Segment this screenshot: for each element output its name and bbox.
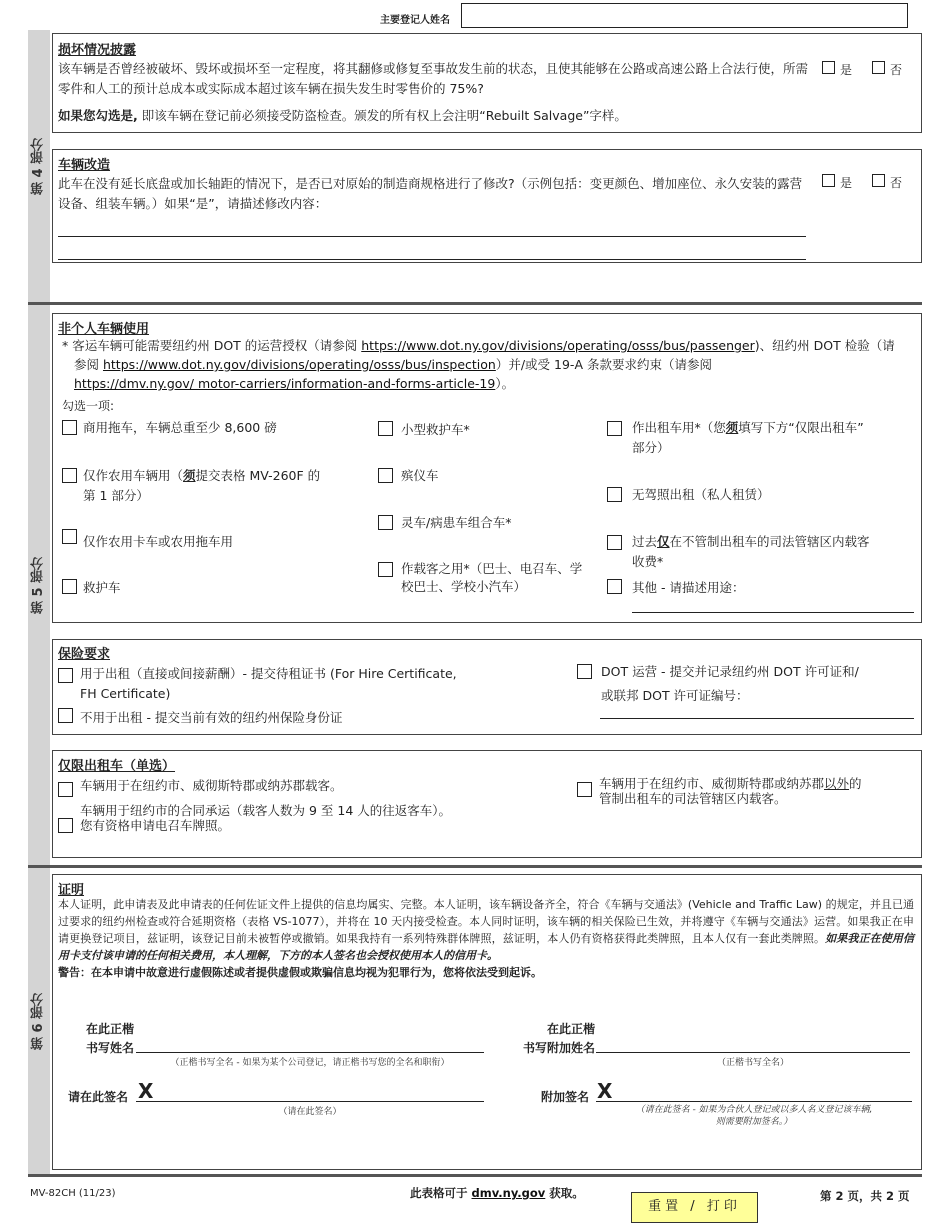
additional-sign-x-mark: X [597,1079,613,1103]
taxi-nyc-label: 车辆用于在纽约市、威彻斯特郡或纳苏郡载客。 [80,778,343,793]
sign-x-mark: X [138,1079,154,1103]
bottom-divider [28,1174,922,1177]
primary-registrant-label: 主要登记人姓名 [380,15,450,26]
taxi-label: 作出租车用*（您须填写下方“仅限出租车” 部分） [632,420,864,455]
farm-truck-checkbox[interactable] [62,529,77,544]
nonpersonal-note-line2: 参阅 https://www.dot.ny.gov/divisions/operating/osss/bus/inspection）并/或受 19-A 条款要求约束（请参阅 [74,357,712,372]
form-availability: 此表格可于 dmv.ny.gov 获取。 [410,1186,584,1200]
taxi-outside-checkbox[interactable] [577,782,592,797]
damage-body: 该车辆是否曾经被破坏、毁坏或损坏至一定程度，将其翻修或修复至事故发生前的状态，且使其能够在公路或高速公路上合法行使，所需零件和人工的预计总成本或实际成本超过该车辆在损失发生时零售价的 75%? [58,61,809,96]
nonpersonal-note-line3: https://dmv.ny.gov/ motor-carriers/information-and-forms-article-19）。 [74,376,515,391]
dot-operation-checkbox[interactable] [577,664,592,679]
additional-signature-label: 附加签名 [541,1090,590,1104]
taxi-contract-label: 车辆用于纽约市的合同承运（载客人数为 9 至 14 人的往返客车）。 您有资格申请电召车牌照。 [80,803,452,833]
section5-label: 第 5 部分 [31,556,46,614]
taxi-outside-label: 车辆用于在纽约市、威彻斯特郡或纳苏郡以外的 管制出租车的司法管辖区内载客。 [599,776,862,806]
certification-warning: 警告：在本申请中故意进行虚假陈述或者提供虚假或欺骗信息均视为犯罪行为，您将依法受到起诉。 [58,966,542,979]
not-for-hire-checkbox[interactable] [58,708,73,723]
primary-registrant-input[interactable] [461,3,908,28]
print-name-label: 在此正楷 书写姓名 [86,1022,135,1055]
sign-here-label: 请在此签名 [68,1090,129,1104]
modification-no-checkbox[interactable] [872,174,885,187]
reset-print-button[interactable]: 重置 / 打印 [631,1192,758,1223]
passenger-label: 作载客之用*（巴士、电召车、学 校巴士、学校小汽车） [401,561,583,594]
certification-body: 本人证明，此申请表及此申请表的任何佐证文件上提供的信息均属实、完整。本人证明，该车辆设备齐全，符合《车辆与交通法》(Vehicle and Traffic Law) 的规定，并且已通过要求的纽约州检查或符合延期资格（表格 VS-1077），并将在 10 天内接受检查。本人同时证明，该车辆的相关保险已生效，并将遵守《车辆与交通法》运营。如果我正在申请更换登记项目，兹证明，该登记目前未被暂停或撤销。如果我持有一系列特殊群体牌照，兹证明，本人仍有资格获得此类牌照，且本人仅有一套此类牌照。如果我正在使用信用卡支付该申请的任何相关费用，本人理解，下方的本人签名也会授权使用本人的信用卡。 [58,898,915,962]
not-for-hire-label: 不用于出租 - 提交当前有效的纽约州保险身份证 [80,710,343,725]
modification-yes-checkbox[interactable] [822,174,835,187]
other-use-label: 其他 - 请描述用途： [632,580,745,595]
form-id: MV-82CH (11/23) [30,1188,116,1199]
modification-body: 此车在没有延长底盘或加长轴距的情况下，是否已对原始的制造商规格进行了修改?（示例包括：变更颜色、增加座位、永久安装的露营设备、组装车辆。）如果“是”，请描述修改内容： [58,176,803,211]
modification-title: 车辆改造 [58,158,111,173]
damage-note: 如果您勾选是, 即该车辆在登记前必须接受防盗检查。颁发的所有权上会注明“Rebuilt Salvage”字样。 [58,108,627,123]
for-hire-checkbox[interactable] [58,668,73,683]
additional-signature-input[interactable] [596,1101,912,1102]
livery-checkbox[interactable] [607,487,622,502]
commercial-tow-checkbox[interactable] [62,420,77,435]
farm-vehicle-label: 仅作农用车辆用（须提交表格 MV-260F 的 第 1 部分） [83,468,321,503]
certification-title: 证明 [58,883,85,898]
dot-inspection-link[interactable]: https://www.dot.ny.gov/divisions/operating/osss/bus/inspection [102,357,496,372]
tow-truck-label: 救护车 [83,580,121,595]
section-divider [28,302,922,305]
print-name-input[interactable] [136,1052,484,1053]
signature-hint: （请在此签名） [278,1107,342,1117]
print-additional-label: 在此正楷 书写附加姓名 [522,1022,595,1055]
damage-yes-label: 是 [840,63,853,77]
check-one-label: 勾选一项: [62,399,115,413]
tow-truck-checkbox[interactable] [62,579,77,594]
past-unregulated-label: 过去仅在不管制出租车的司法管辖区内载客 收费* [632,534,870,569]
small-tow-label: 小型救护车* [401,422,470,437]
farm-vehicle-checkbox[interactable] [62,468,77,483]
nonpersonal-note-line1: * 客运车辆可能需要纽约州 DOT 的运营授权（请参阅 https://www.dot.ny.gov/divisions/operating/osss/bus/passenger)、纽约州 DOT 检验（请 [62,338,895,353]
damage-yes-checkbox[interactable] [822,61,835,74]
farm-truck-label: 仅作农用卡车或农用拖车用 [83,534,234,549]
passenger-checkbox[interactable] [378,562,393,577]
damage-no-label: 否 [890,63,903,77]
other-use-checkbox[interactable] [607,579,622,594]
modification-line-1[interactable] [58,236,806,237]
past-unregulated-checkbox[interactable] [607,535,622,550]
print-additional-hint: （正楷书写全名） [716,1058,789,1068]
livery-label: 无驾照出租（私人租赁） [632,487,770,502]
damage-no-checkbox[interactable] [872,61,885,74]
taxi-checkbox[interactable] [607,421,622,436]
print-name-hint: （正楷书写全名 - 如果为某个公司登记，请正楷书写您的全名和职衔） [170,1058,450,1068]
nonpersonal-title: 非个人车辆使用 [58,322,150,337]
additional-signature-hint: （请在此签名 - 如果为合伙人登记或以多人名义登记该车辆, 则需要附加签名。） [635,1105,873,1127]
for-hire-label: 用于出租（直接或间接薪酬）- 提交待租证书 (For Hire Certificate, FH Certificate) [80,666,457,701]
other-use-input[interactable] [632,612,914,613]
dot-passenger-link[interactable]: https://www.dot.ny.gov/divisions/operating/osss/bus/passenger [361,338,755,353]
dot-operation-label: DOT 运营 - 提交并记录纽约州 DOT 许可证和/ 或联邦 DOT 许可证编号： [601,664,859,703]
signature-input[interactable] [136,1101,484,1102]
small-tow-checkbox[interactable] [378,421,393,436]
page-number: 第 2 页，共 2 页 [820,1189,910,1203]
funeral-label: 殡仪车 [401,468,439,483]
insurance-title: 保险要求 [58,647,111,662]
taxi-only-title: 仅限出租车（单选） [58,759,176,774]
taxi-nyc-checkbox[interactable] [58,782,73,797]
modification-line-2[interactable] [58,259,806,260]
taxi-contract-checkbox[interactable] [58,818,73,833]
dmv-article19-link[interactable]: https://dmv.ny.gov/ motor-carriers/information-and-forms-article-19 [74,376,496,391]
dot-permit-input[interactable] [600,718,914,719]
funeral-checkbox[interactable] [378,468,393,483]
print-additional-input[interactable] [596,1052,910,1053]
dmv-link[interactable]: dmv.ny.gov [471,1186,546,1200]
hearse-combo-checkbox[interactable] [378,515,393,530]
section6-label: 第 6 部分 [31,992,46,1050]
section-divider-2 [28,865,922,868]
damage-title: 损坏情况披露 [58,43,137,58]
modification-no-label: 否 [890,176,903,190]
commercial-tow-label: 商用拖车，车辆总重至少 8,600 磅 [83,420,277,435]
section4-label: 第 4 部分 [31,137,46,195]
modification-yes-label: 是 [840,176,853,190]
hearse-combo-label: 灵车/病患车组合车* [401,515,512,530]
